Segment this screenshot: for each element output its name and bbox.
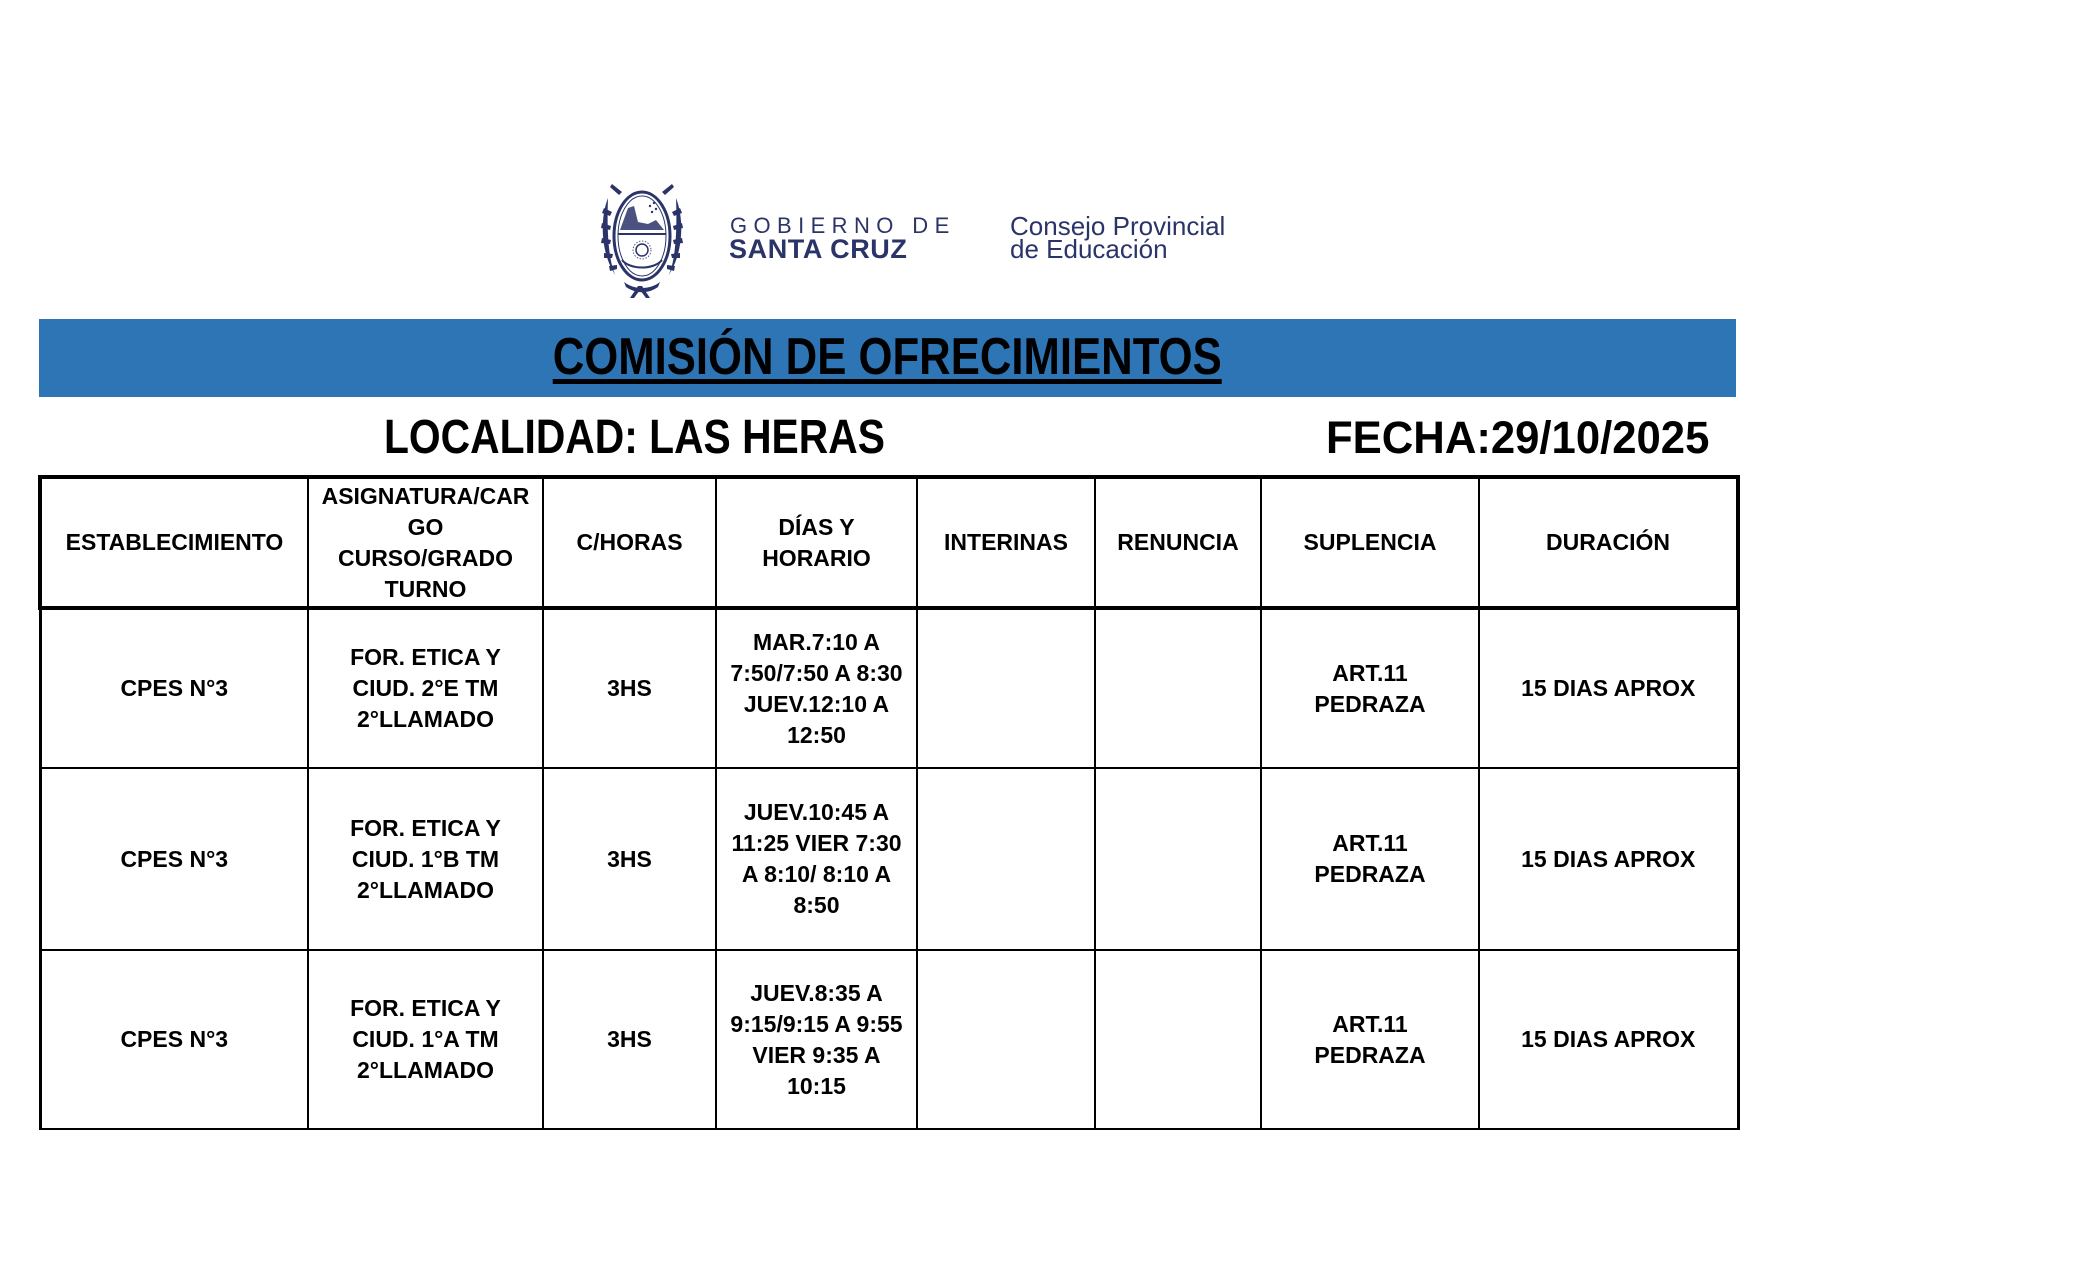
header-dias-horario: DÍAS Y HORARIO <box>716 477 917 608</box>
page-title-text: COMISIÓN DE OFRECIMIENTOS <box>552 328 1223 386</box>
cell-interinas <box>917 608 1095 768</box>
cell-duracion: 15 DIAS APROX <box>1479 950 1738 1129</box>
cell-duracion: 15 DIAS APROX <box>1479 768 1738 950</box>
cell-dias-horario: JUEV.8:35 A 9:15/9:15 A 9:55 VIER 9:35 A 10:15 <box>716 950 917 1129</box>
cell-renuncia <box>1095 950 1261 1129</box>
cell-suplencia: ART.11 PEDRAZA <box>1261 768 1479 950</box>
cell-establecimiento: CPES N°3 <box>40 768 308 950</box>
header-establecimiento: ESTABLECIMIENTO <box>40 477 308 608</box>
cell-horas: 3HS <box>543 608 716 768</box>
cell-asignatura: FOR. ETICA Y CIUD. 1°A TM 2°LLAMADO <box>308 950 543 1129</box>
cell-horas: 3HS <box>543 950 716 1129</box>
date-label: FECHA:29/10/2025 <box>1326 412 1710 463</box>
cell-suplencia: ART.11 PEDRAZA <box>1261 608 1479 768</box>
header-horas: C/HORAS <box>543 477 716 608</box>
offers-table <box>38 475 1740 1130</box>
cell-asignatura: FOR. ETICA Y CIUD. 1°B TM 2°LLAMADO <box>308 768 543 950</box>
government-name-line1: GOBIERNO DE <box>730 213 956 238</box>
page-title <box>39 327 1736 387</box>
government-name-line2: SANTA CRUZ <box>729 234 908 264</box>
cell-asignatura: FOR. ETICA Y CIUD. 2°E TM 2°LLAMADO <box>308 608 543 768</box>
cell-establecimiento: CPES N°3 <box>40 950 308 1129</box>
table-header-row <box>40 477 1738 608</box>
council-name-line1: Consejo Provincial <box>1010 211 1226 241</box>
table-row <box>40 768 1738 950</box>
table-row <box>40 950 1738 1129</box>
header-suplencia: SUPLENCIA <box>1261 477 1479 608</box>
cell-interinas <box>917 950 1095 1129</box>
coat-of-arms-icon <box>598 178 686 300</box>
cell-duracion: 15 DIAS APROX <box>1479 608 1738 768</box>
cell-interinas <box>917 768 1095 950</box>
council-name-line2: de Educación <box>1010 234 1168 264</box>
table-row <box>40 608 1738 768</box>
cell-establecimiento: CPES N°3 <box>40 608 308 768</box>
cell-renuncia <box>1095 768 1261 950</box>
cell-suplencia: ART.11 PEDRAZA <box>1261 950 1479 1129</box>
title-banner <box>39 319 1736 397</box>
cell-renuncia <box>1095 608 1261 768</box>
locality-label: LOCALIDAD: LAS HERAS <box>384 411 885 464</box>
cell-horas: 3HS <box>543 768 716 950</box>
header-renuncia: RENUNCIA <box>1095 477 1261 608</box>
header-interinas: INTERINAS <box>917 477 1095 608</box>
cell-dias-horario: MAR.7:10 A 7:50/7:50 A 8:30 JUEV.12:10 A 12:50 <box>716 608 917 768</box>
header-duracion: DURACIÓN <box>1479 477 1738 608</box>
cell-dias-horario: JUEV.10:45 A 11:25 VIER 7:30 A 8:10/ 8:10 A 8:50 <box>716 768 917 950</box>
header-asignatura: ASIGNATURA/CAR GO CURSO/GRADO TURNO <box>308 477 543 608</box>
